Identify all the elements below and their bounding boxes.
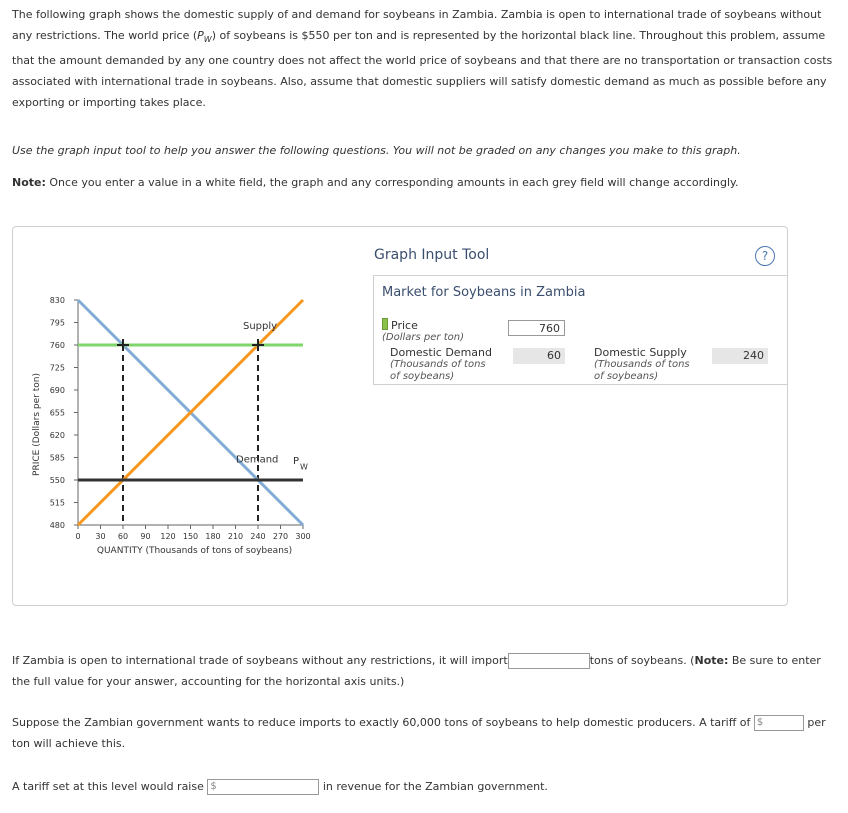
graph-input-tool-title: Graph Input Tool — [374, 247, 490, 263]
y-tick-label: 830 — [49, 296, 65, 305]
x-tick-label: 270 — [272, 532, 289, 541]
problem-intro — [12, 4, 838, 113]
revenue-input[interactable]: $ — [207, 779, 319, 795]
y-tick-label: 480 — [49, 521, 65, 530]
x-axis-label: QUANTITY (Thousands of tons of soybeans) — [96, 546, 293, 556]
y-tick-label: 760 — [49, 341, 65, 350]
tariff-input[interactable]: $ — [754, 715, 804, 731]
x-tick-label: 90 — [140, 532, 151, 541]
x-tick-label: 180 — [205, 532, 221, 541]
demand-label: Demand — [236, 454, 279, 466]
price-swatch — [382, 318, 388, 330]
y-tick-label: 690 — [49, 386, 65, 395]
domestic-demand-value: 60 — [513, 348, 565, 364]
market-title: Market for Soybeans in Zambia — [382, 285, 586, 300]
soybean-market-graph[interactable] — [13, 227, 373, 605]
y-tick-label: 515 — [49, 498, 65, 508]
y-tick-label: 620 — [49, 431, 65, 440]
x-tick-label: 300 — [295, 532, 311, 541]
graph-panel — [12, 226, 788, 606]
y-tick-label: 725 — [49, 363, 65, 373]
imports-input[interactable] — [508, 653, 590, 669]
supply-label: Supply — [243, 320, 278, 332]
x-tick-label: 240 — [250, 532, 266, 541]
domestic-supply-value: 240 — [712, 348, 768, 364]
question-2: Suppose the Zambian government wants to reduce imports to exactly 60,000 tons of soybeans to help domestic producers. A tariff of $ per ton will achieve this. — [12, 716, 826, 750]
pw-symbol: $P_W$ — [197, 29, 212, 45]
pw-subscript: W — [300, 462, 308, 472]
y-tick-label: 550 — [49, 476, 65, 485]
pw-label: P — [293, 455, 300, 467]
price-sub: (Dollars per ton) — [382, 332, 464, 343]
question-1: If Zambia is open to international trade of soybeans without any restrictions, it will import tons of soybeans. (Note: Be sure to enter the full value for your answer, accounting for the horizontal axis units.) — [12, 654, 821, 688]
x-tick-label: 210 — [227, 532, 244, 541]
question-3: A tariff set at this level would raise $ in revenue for the Zambian government. — [12, 780, 548, 793]
note: Note: Once you enter a value in a white field, the graph and any corresponding amounts in each grey field will change accordingly. — [12, 176, 739, 189]
x-tick-label: 0 — [75, 532, 81, 541]
x-tick-label: 60 — [117, 532, 129, 541]
y-tick-label: 655 — [49, 408, 65, 418]
x-tick-label: 150 — [182, 532, 199, 541]
price-label: Price (Dollars per ton) — [382, 319, 464, 343]
x-tick-label: 30 — [95, 532, 106, 541]
intro-text-1: The following graph shows the domestic supply of and demand for soybeans in Zambia. Zambia is open to international trade of soybeans without any restrictions. The world price ( — [12, 8, 822, 42]
y-tick-label: 795 — [49, 318, 65, 328]
help-icon[interactable]: ? — [755, 246, 775, 266]
instructions: Use the graph input tool to help you answer the following questions. You will not be graded on any changes you make to this graph. — [12, 144, 741, 157]
graph-input-tool-box — [373, 275, 788, 385]
price-input[interactable]: 760 — [508, 320, 565, 336]
y-axis-label: PRICE (Dollars per ton) — [32, 373, 42, 476]
x-tick-label: 120 — [160, 532, 176, 541]
y-tick-label: 585 — [49, 453, 65, 463]
intro-text-2: ) of soybeans is $550 per ton and is represented by the horizontal black line. Throughout this problem, assume that the amount demanded by any one country does not affect the world price of soybeans and that there are no transportation or transaction costs associated with international trade in soybeans. Also, assume that domestic suppliers will satisfy domestic demand as much as possible before any exporting or importing takes place. — [12, 29, 833, 110]
domestic-demand-label: Domestic Demand (Thousands of tons of soybeans) — [390, 346, 492, 382]
domestic-supply-label: Domestic Supply (Thousands of tons of soybeans) — [594, 346, 690, 382]
